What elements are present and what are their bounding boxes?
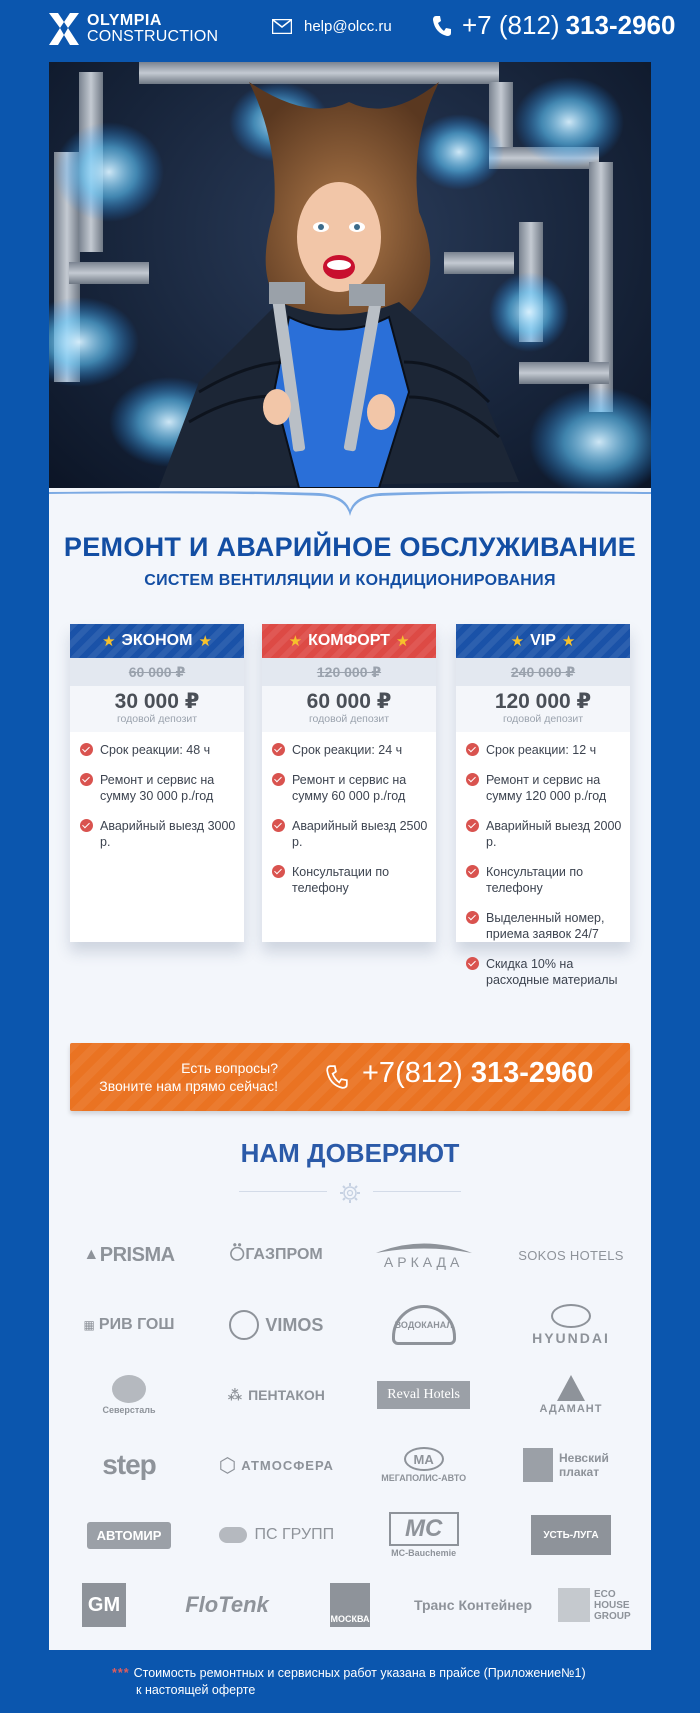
feature-item: Ремонт и сервис на сумму 60 000 р./год [272, 772, 428, 804]
client-logo-adamant: АДАМАНТ [501, 1370, 641, 1420]
client-logo-vodokanal: ВОДОКАНАЛ [354, 1300, 494, 1350]
check-icon [80, 743, 93, 756]
email-link[interactable]: help@olcc.ru [304, 18, 392, 35]
client-logo-ust-luga: УСТЬ-ЛУГА [501, 1510, 641, 1560]
client-logos [59, 1220, 641, 1640]
tariff-old-price: 240 000 ₽ [456, 658, 630, 686]
client-logo-severstal: Северсталь [59, 1370, 199, 1420]
star-icon: ★ [102, 633, 116, 650]
call-to-action-banner[interactable] [70, 1043, 630, 1111]
feature-item: Срок реакции: 24 ч [272, 742, 428, 758]
feature-item: Ремонт и сервис на сумму 30 000 р./год [80, 772, 236, 804]
main-panel [49, 62, 651, 1650]
phone-icon [326, 1065, 348, 1089]
star-icon: ★ [395, 633, 410, 650]
tariff-price: 60 000 ₽ [306, 690, 392, 713]
feature-item: Выделенный номер, приема заявок 24/7 [466, 910, 622, 942]
tariff-card-vip[interactable] [456, 624, 630, 987]
feature-item: Скидка 10% на расходные материалы [466, 956, 622, 988]
check-icon [466, 773, 479, 786]
client-logo-sokos-hotels: SOKOS HOTELS [518, 1247, 624, 1263]
cta-phone-prefix: +7(812) [362, 1057, 463, 1089]
client-logo-moskva: МОСКВА [305, 1580, 395, 1630]
client-logo-hyundai: HYUNDAI [501, 1300, 641, 1350]
check-icon [80, 773, 93, 786]
client-logo-ps-grupp: ПС ГРУПП [206, 1510, 346, 1560]
tariff-price: 30 000 ₽ [114, 690, 200, 713]
star-icon: ★ [288, 633, 303, 650]
feature-item: Аварийный выезд 2000 р. [466, 818, 622, 850]
phone-icon [432, 15, 452, 37]
check-icon [466, 911, 479, 924]
arkada-arc-icon [374, 1240, 474, 1254]
tariff-price-box [456, 686, 630, 732]
client-logo-step: step [102, 1449, 156, 1480]
email-contact[interactable] [272, 18, 392, 35]
check-icon [80, 819, 93, 832]
hero-illustration [49, 62, 651, 488]
hero-image [49, 62, 651, 488]
feature-item: Консультации по телефону [272, 864, 428, 896]
tariff-price-box [70, 686, 244, 732]
check-icon [466, 819, 479, 832]
star-icon: ★ [198, 633, 212, 650]
gear-icon [339, 1182, 361, 1204]
trust-title: НАМ ДОВЕРЯЮТ [240, 1138, 460, 1168]
client-logo-gm: GM [59, 1580, 149, 1630]
hero-notch [49, 488, 651, 518]
client-logo-vimos: VIMOS [206, 1300, 346, 1350]
tariff-price-note: годовой депозит [502, 713, 584, 725]
logo-line2: CONSTRUCTION [87, 28, 219, 45]
client-logo-megapolis-avto: MA МЕГАПОЛИС-АВТО [354, 1440, 494, 1490]
tariff-name: VIP [530, 632, 556, 649]
tariff-features [262, 732, 436, 918]
cta-phone[interactable] [362, 1057, 593, 1090]
check-icon [466, 865, 479, 878]
client-logo-prisma: ▲ PRISMA [83, 1243, 175, 1266]
tariff-name: КОМФОРТ [308, 632, 390, 649]
tariff-card-economy[interactable] [70, 624, 244, 942]
cta-phone-number: 313-2960 [470, 1057, 594, 1089]
tariff-header [70, 624, 244, 658]
client-logo-reval-hotels: Reval Hotels [354, 1370, 494, 1420]
feature-item: Ремонт и сервис на сумму 120 000 р./год [466, 772, 622, 804]
client-logo-nevsky-plakat: Невский плакат [501, 1440, 641, 1490]
footnote-stars: *** [112, 1666, 130, 1680]
tariff-old-price: 60 000 ₽ [70, 658, 244, 686]
check-icon [272, 743, 285, 756]
company-logo[interactable] [49, 13, 218, 45]
check-icon [272, 819, 285, 832]
client-logo-arkada: АРКАДА [354, 1230, 494, 1280]
header-phone-prefix: +7 (812) [462, 10, 560, 40]
envelope-icon [272, 19, 292, 34]
star-icon: ★ [510, 633, 525, 650]
feature-item: Срок реакции: 12 ч [466, 742, 622, 758]
tariff-header [262, 624, 436, 658]
feature-item: Аварийный выезд 2500 р. [272, 818, 428, 850]
section-divider [239, 1182, 461, 1202]
client-logo-trans-konteyner: Транс Контейнер [413, 1597, 533, 1613]
feature-item: Срок реакции: 48 ч [80, 742, 236, 758]
client-logo-eco-house-group: ECO HOUSE GROUP [551, 1580, 641, 1630]
page-subtitle: СИСТЕМ ВЕНТИЛЯЦИИ И КОНДИЦИОНИРОВАНИЯ [144, 572, 556, 589]
client-logo-mc-bauchemie: MC MC-Bauchemie [354, 1510, 494, 1560]
tariff-features [456, 732, 630, 1010]
tariff-card-comfort[interactable] [262, 624, 436, 942]
logo-x-icon [49, 13, 79, 45]
check-icon [272, 773, 285, 786]
client-logo-atmosfera: ⬡ АТМОСФЕРА [218, 1454, 334, 1477]
check-icon [272, 865, 285, 878]
cta-question: Есть вопросы? Звоните нам прямо сейчас! [99, 1060, 278, 1094]
header [0, 0, 700, 62]
header-phone-number: 313-2960 [565, 10, 676, 40]
page-title: РЕМОНТ И АВАРИЙНОЕ ОБСЛУЖИВАНИЕ [63, 532, 637, 562]
tariff-price-note: годовой депозит [308, 713, 390, 725]
tariff-price-box [262, 686, 436, 732]
client-logo-gazprom: ⍥ ГАЗПРОМ [229, 1241, 323, 1268]
tariff-price: 120 000 ₽ [494, 690, 592, 713]
check-icon [466, 957, 479, 970]
footnote [112, 1665, 586, 1699]
tariff-features [70, 732, 244, 872]
feature-item: Консультации по телефону [466, 864, 622, 896]
footnote-line1: Стоимость ремонтных и сервисных работ указана в прайсе (Приложение№1) [133, 1666, 586, 1680]
client-logo-riv-gosh: ▦ РИВ ГОШ [83, 1316, 175, 1333]
client-logo-flotenk: FloTenk [185, 1592, 269, 1617]
tariff-price-note: годовой депозит [116, 713, 198, 725]
client-logo-pentakon: ⁂ ПЕНТАКОН [227, 1386, 325, 1403]
footnote-line2: к настоящей оферте [136, 1683, 256, 1697]
check-icon [466, 743, 479, 756]
client-logo-avtomir: АВТОМИР [59, 1510, 199, 1560]
logo-line1: OLYMPIA [87, 12, 162, 29]
tariff-name: ЭКОНОМ [121, 632, 193, 649]
star-icon: ★ [561, 633, 576, 650]
header-phone[interactable] [432, 10, 675, 41]
tariff-header [456, 624, 630, 658]
tariff-old-price: 120 000 ₽ [262, 658, 436, 686]
feature-item: Аварийный выезд 3000 р. [80, 818, 236, 850]
